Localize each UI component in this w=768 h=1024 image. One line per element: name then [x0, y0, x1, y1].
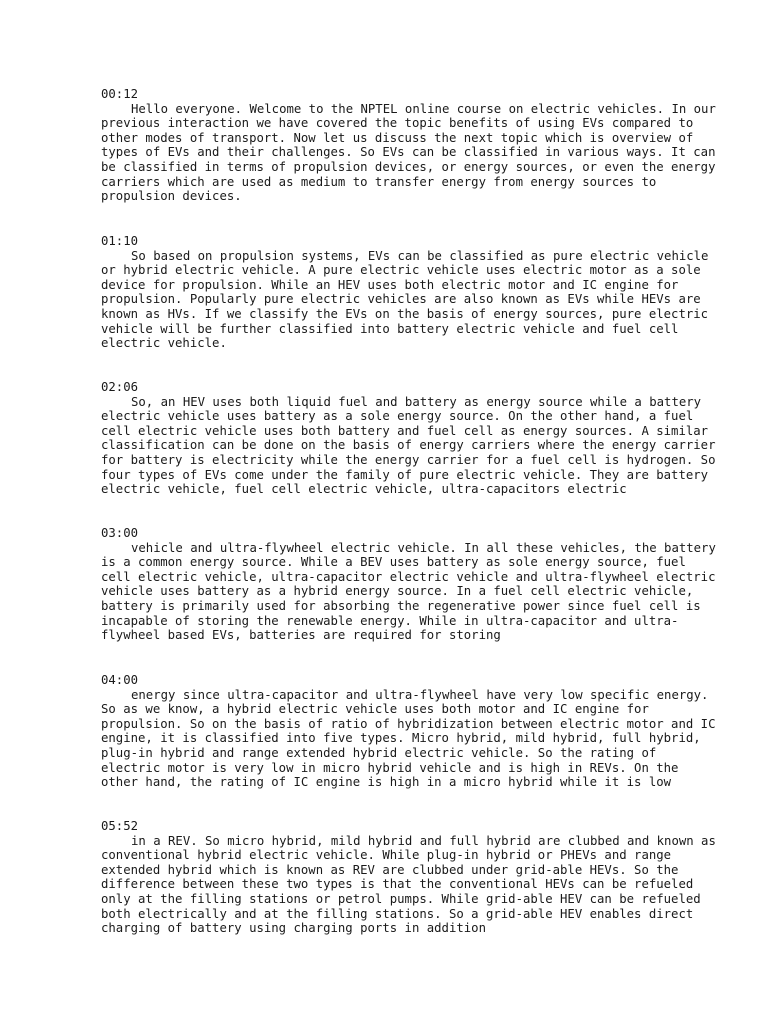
text-line: electric vehicle. [101, 336, 227, 351]
text-line: electric motor is very low in micro hybrid vehicle and is high in REVs. On the [101, 760, 679, 775]
text-line: cell electric vehicle uses both battery and fuel cell as energy sources. A similar [101, 423, 709, 438]
text-line: vehicle uses battery as a hybrid energy source. In a fuel cell electric vehicle, [101, 584, 694, 599]
transcript-segment [71, 87, 716, 204]
transcript-segment [71, 526, 716, 643]
text-line: So as we know, a hybrid electric vehicle uses both motor and IC engine for [101, 702, 649, 717]
text-line: electric vehicle, fuel cell electric vehicle, ultra-capacitors electric [101, 482, 627, 497]
segment-text [71, 394, 716, 497]
text-line: charging of battery using charging ports in addition [101, 921, 486, 936]
text-line: classification can be done on the basis of energy carriers where the energy carrier [101, 438, 716, 453]
text-line: vehicle and ultra-flywheel electric vehicle. In all these vehicles, the battery [131, 540, 716, 555]
segment-timestamp: 04:00 [101, 673, 139, 687]
text-line: in a REV. So micro hybrid, mild hybrid and full hybrid are clubbed and known as [131, 833, 716, 848]
transcript-segment [71, 234, 711, 351]
segment-timestamp: 05:52 [101, 819, 139, 833]
text-line: for battery is electricity while the energy carrier for a fuel cell is hydrogen. So [101, 452, 716, 467]
text-line: propulsion devices. [101, 189, 242, 204]
text-line: other hand, the rating of IC engine is high in a micro hybrid while it is low [101, 775, 672, 790]
text-line: battery is primarily used for absorbing the regenerative power since fuel cell is [101, 598, 701, 613]
text-line: previous interaction we have covered the topic benefits of using EVs compared to [101, 116, 694, 131]
text-line: Hello everyone. Welcome to the NPTEL online course on electric vehicles. In our [131, 101, 716, 116]
text-line: So based on propulsion systems, EVs can be classified as pure electric vehicle [131, 248, 709, 263]
text-line: conventional hybrid electric vehicle. While plug-in hybrid or PHEVs and range [101, 848, 672, 863]
segment-timestamp: 03:00 [101, 526, 139, 540]
text-line: vehicle will be further classified into battery electric vehicle and fuel cell [101, 321, 679, 336]
segment-timestamp: 00:12 [101, 87, 139, 101]
text-line: or hybrid electric vehicle. A pure electric vehicle uses electric motor as a sole [101, 263, 701, 278]
text-line: is a common energy source. While a BEV uses battery as sole energy source, fuel [101, 555, 686, 570]
text-line: difference between these two types is that the conventional HEVs can be refueled [101, 877, 694, 892]
text-line: So, an HEV uses both liquid fuel and battery as energy source while a battery [131, 394, 702, 409]
text-line: known as HVs. If we classify the EVs on the basis of energy sources, pure electric [101, 306, 709, 321]
text-line: types of EVs and their challenges. So EVs can be classified in various ways. It can [101, 145, 716, 160]
text-line: only at the filling stations or petrol pumps. While grid-able HEV can be refueled [101, 891, 701, 906]
text-line: other modes of transport. Now let us discuss the next topic which is overview of [101, 130, 694, 145]
text-line: carriers which are used as medium to transfer energy from energy sources to [101, 174, 657, 189]
text-line: cell electric vehicle, ultra-capacitor electric vehicle and ultra-flywheel electric [101, 569, 716, 584]
transcript-segment [71, 819, 716, 936]
segment-text [71, 833, 716, 936]
text-line: extended hybrid which is known as REV are clubbed under grid-able HEVs. So the [101, 862, 679, 877]
segment-text [71, 540, 716, 643]
transcript-segment [71, 673, 716, 790]
segment-text [71, 687, 716, 790]
text-line: device for propulsion. While an HEV uses both electric motor and IC engine for [101, 277, 679, 292]
text-line: incapable of storing the renewable energy. While in ultra-capacitor and ultra- [101, 613, 679, 628]
text-line: propulsion. So on the basis of ratio of hybridization between electric motor and IC [101, 716, 716, 731]
text-line: energy since ultra-capacitor and ultra-flywheel have very low specific energy. [131, 687, 709, 702]
text-line: electric vehicle uses battery as a sole energy source. On the other hand, a fuel [101, 409, 694, 424]
transcript-segment [71, 380, 716, 497]
text-line: flywheel based EVs, batteries are required for storing [101, 628, 501, 643]
text-line: plug-in hybrid and range extended hybrid electric vehicle. So the rating of [101, 745, 657, 760]
segment-timestamp: 01:10 [101, 234, 139, 248]
text-line: be classified in terms of propulsion devices, or energy sources, or even the energy [101, 159, 716, 174]
text-line: propulsion. Popularly pure electric vehicles are also known as EVs while HEVs are [101, 292, 701, 307]
segment-text [71, 101, 716, 204]
text-line: four types of EVs come under the family of pure electric vehicle. They are battery [101, 467, 709, 482]
text-line: both electrically and at the filling stations. So a grid-able HEV enables direct [101, 906, 694, 921]
segment-text [71, 249, 711, 351]
segment-timestamp: 02:06 [101, 380, 139, 394]
text-line: engine, it is classified into five types. Micro hybrid, mild hybrid, full hybrid, [101, 731, 701, 746]
